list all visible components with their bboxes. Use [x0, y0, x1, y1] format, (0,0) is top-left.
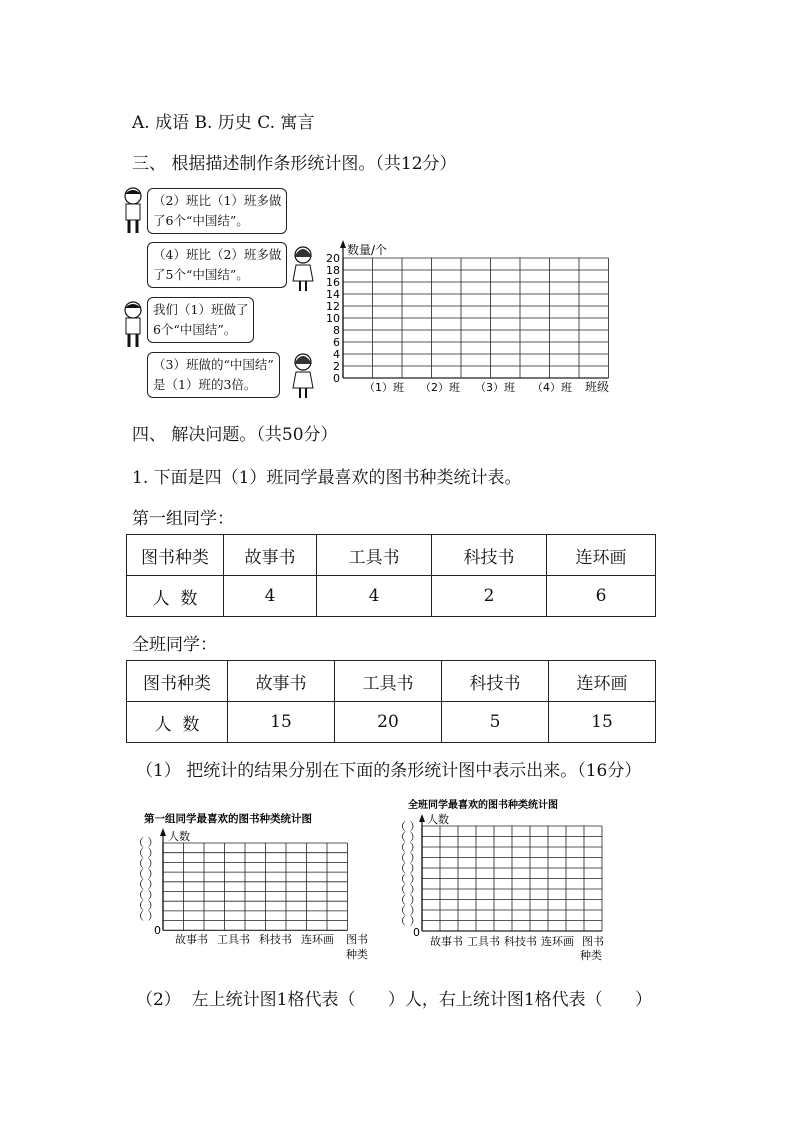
question-1-1: （1） 把统计的结果分别在下面的条形统计图中表示出来。（16分）	[136, 761, 642, 781]
table-cell: 工具书	[335, 661, 442, 702]
y-axis-title: 人数	[168, 830, 190, 843]
bubble-line: （2）班比（1）班多做	[153, 193, 282, 208]
y-tick-label: 10	[326, 312, 340, 325]
question-1-text: 1. 下面是四（1）班同学最喜欢的图书种类统计表。	[132, 468, 522, 488]
y-tick-label: 12	[326, 300, 340, 313]
y-tick-label: 14	[326, 288, 340, 301]
bubble-line: （4）班比（2）班多做	[153, 247, 282, 262]
y-bracket-label: （ ）	[133, 888, 159, 902]
table-cell: 人 数	[127, 702, 228, 743]
y-tick-label: 0	[333, 372, 340, 385]
boy2-figure-icon	[120, 300, 146, 350]
table-cell: 故事书	[224, 535, 317, 576]
table-cell: 6	[547, 576, 656, 617]
speech-bubble	[147, 352, 280, 398]
x-tick-label: 工具书	[467, 935, 500, 948]
x-axis-title: 班级	[585, 380, 610, 394]
x-tick-label: 故事书	[175, 933, 208, 946]
y-bracket-label: （ ）	[133, 857, 159, 870]
table-cell: 连环画	[549, 661, 656, 702]
y-axis-title: 数量/个	[347, 243, 388, 257]
y-tick-label: 2	[333, 360, 340, 373]
y-bracket-label: （ ）	[395, 904, 421, 917]
y-bracket-label: （ ）	[395, 841, 421, 854]
y-bracket-label: （ ）	[395, 862, 421, 875]
y-tick-label: 8	[333, 324, 340, 337]
zero-label: 0	[413, 926, 420, 939]
y-bracket-label: （ ）	[133, 836, 159, 849]
table-header-row	[127, 535, 656, 576]
table-cell: 连环画	[547, 535, 656, 576]
table1-caption: 第一组同学：	[132, 509, 234, 529]
table-header-row	[127, 661, 656, 702]
table2-caption: 全班同学：	[132, 635, 217, 655]
class-book-bar-chart-grid	[392, 796, 612, 966]
x-tick-label: （3）班	[475, 381, 515, 394]
x-tick-label: 连环画	[301, 933, 334, 946]
x-tick-label: 工具书	[217, 933, 250, 946]
y-bracket-label: （ ）	[395, 893, 421, 907]
x-tick-label: （1）班	[364, 381, 404, 394]
bubble-line: 了5个“中国结”。	[153, 267, 249, 282]
y-tick-label: 20	[326, 252, 340, 265]
table-row	[127, 702, 656, 743]
x-tick-label: 连环画	[541, 935, 574, 948]
table-cell: 5	[442, 702, 549, 743]
speech-bubble	[147, 297, 254, 343]
table-cell: 图书种类	[127, 661, 228, 702]
y-bracket-label: （ ）	[395, 914, 421, 928]
x-tick-label: 故事书	[430, 935, 463, 948]
chart-title: 全班同学最喜欢的图书种类统计图	[408, 800, 558, 811]
bubble-line: 是（1）班的3倍。	[153, 377, 257, 392]
x-tick-label: 科技书	[504, 935, 537, 948]
bubble-line: 6个“中国结”。	[153, 322, 237, 337]
y-bracket-label: （ ）	[133, 909, 159, 923]
x-tick-label: （2）班	[420, 381, 460, 394]
speech-bubble	[147, 188, 287, 234]
table-row	[127, 576, 656, 617]
y-tick-label: 18	[326, 264, 340, 277]
y-tick-label: 4	[333, 348, 340, 361]
group-bar-chart-grid	[128, 810, 378, 965]
table-cell: 15	[228, 702, 335, 743]
class-bar-chart-grid	[318, 238, 628, 398]
question-1-2: （2） 左上统计图1格代表（ ）人，右上统计图1格代表（ ）	[136, 990, 653, 1010]
y-axis-title: 人数	[427, 813, 449, 826]
table-cell: 科技书	[432, 535, 547, 576]
table-cell: 人 数	[127, 576, 224, 617]
x-axis-title: 图书	[582, 935, 604, 948]
bubble-line: （3）班做的“中国结”	[153, 357, 274, 372]
chart-title: 第一组同学最喜欢的图书种类统计图	[144, 813, 312, 825]
table-cell: 科技书	[442, 661, 549, 702]
bubble-line: 我们（1）班做了	[153, 302, 249, 317]
y-bracket-label: （ ）	[133, 878, 159, 891]
y-bracket-label: （ ）	[395, 872, 421, 886]
table-cell: 2	[432, 576, 547, 617]
y-tick-label: 16	[326, 276, 340, 289]
y-axis-arrow-icon	[160, 828, 166, 836]
table-cell: 4	[317, 576, 432, 617]
x-axis-title: 种类	[580, 949, 602, 962]
table-cell: 故事书	[228, 661, 335, 702]
table-cell: 工具书	[317, 535, 432, 576]
y-bracket-label: （ ）	[395, 851, 421, 865]
speech-bubble	[147, 242, 287, 288]
group-stat-table	[126, 534, 656, 617]
boy-figure-icon	[120, 186, 146, 236]
y-tick-label: 6	[333, 336, 340, 349]
y-bracket-label: （ ）	[133, 846, 159, 860]
y-bracket-label: （ ）	[133, 899, 159, 912]
girl2-figure-icon	[290, 352, 316, 400]
bubble-line: 了6个“中国结”。	[153, 213, 249, 228]
table-cell: 图书种类	[127, 535, 224, 576]
x-tick-label: 科技书	[259, 933, 292, 946]
section3-title: 三、 根据描述制作条形统计图。（共12分）	[132, 154, 457, 174]
class-stat-table	[126, 660, 656, 743]
y-bracket-label: （ ）	[395, 883, 421, 896]
y-axis-arrow-icon	[340, 240, 346, 248]
table-cell: 4	[224, 576, 317, 617]
section4-title: 四、 解决问题。（共50分）	[132, 425, 338, 445]
x-tick-label: （4）班	[532, 381, 572, 394]
y-bracket-label: （ ）	[395, 830, 421, 844]
y-bracket-label: （ ）	[133, 867, 159, 881]
zero-label: 0	[154, 924, 161, 937]
x-axis-title: 种类	[346, 948, 368, 961]
y-bracket-label: （ ）	[395, 820, 421, 833]
girl-figure-icon	[290, 245, 316, 293]
table-cell: 15	[549, 702, 656, 743]
choices-line: A. 成语 B. 历史 C. 寓言	[132, 113, 315, 133]
table-cell: 20	[335, 702, 442, 743]
x-axis-title: 图书	[346, 933, 368, 946]
